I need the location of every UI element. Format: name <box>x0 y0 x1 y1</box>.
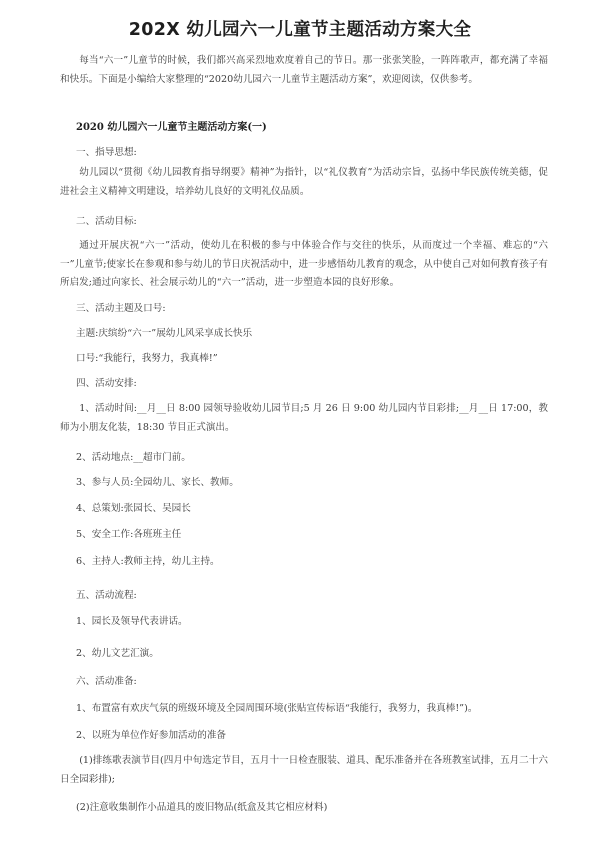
section-4-item-4: 4、总策划:张园长、吴园长 <box>76 503 191 514</box>
section-4-heading: 四、活动安排: <box>76 378 137 389</box>
section-4-item-1: 1、活动时间:__月__日 8:00 园领导验收幼儿园节目;5 月 26 日 9:00 幼儿园内节目彩排;__月__日 17:00，教师为小朋友化装，18:30 节目正式演出。 <box>60 403 548 433</box>
section-6-sub-item-1: (1)排练歌表演节目(四月中旬选定节目，五月十一日检查服装、道具、配乐准备并在各班教室试排，五月二十六日全园彩排); <box>60 755 548 785</box>
section-6-item-1: 1、布置富有欢庆气氛的班级环境及全园周围环境(张贴宣传标语“我能行，我努力，我真棒!”)。 <box>76 703 478 714</box>
section-4-item-6: 6、主持人:教师主持，幼儿主持。 <box>76 556 220 567</box>
section-6-sub-item-2: (2)注意收集制作小品道具的废旧物品(纸盒及其它相应材料) <box>76 802 328 813</box>
section-2-heading: 二、活动目标: <box>76 216 137 227</box>
section-3-slogan: 口号:“我能行，我努力，我真棒!” <box>76 353 218 364</box>
intro-paragraph: 每当“六一”儿童节的时候，我们都兴高采烈地欢度着自己的节日。那一张张笑脸，一阵阵歌声，都充满了幸福和快乐。下面是小编给大家整理的“2020幼儿园六一儿童节主题活动方案”，欢迎阅读，仅供参考。 <box>60 55 548 85</box>
section-1-body: 幼儿园以“贯彻《幼儿园教育指导纲要》精神”为指针，以“礼仪教育”为活动宗旨，弘扬中华民族传统美德，促进社会主义精神文明建设，培养幼儿良好的文明礼仪品质。 <box>60 167 548 197</box>
section-2-body: 通过开展庆祝“六一”活动，使幼儿在积极的参与中体验合作与交往的快乐，从而度过一个幸福、难忘的“六一”儿童节;使家长在参观和参与幼儿的节日庆祝活动中，进一步感悟幼儿教育的观念，从中使自己对如何教育孩子有所启发;通过向家长、社会展示幼儿的“六一”活动，进一步塑造本园的良好形象。 <box>60 240 548 288</box>
section-4-item-3: 3、参与人员:全园幼儿、家长、教师。 <box>76 477 239 488</box>
section-4-item-2: 2、活动地点:__超市门前。 <box>76 452 191 463</box>
section-1-heading: 一、指导思想: <box>76 147 137 158</box>
section-5-item-1: 1、园长及领导代表讲话。 <box>76 616 188 627</box>
section-4-item-5: 5、安全工作:各班班主任 <box>76 529 182 540</box>
section-3-theme: 主题:庆缤纷“六一”展幼儿风采享成长快乐 <box>76 328 253 339</box>
plan-subtitle: 2020 幼儿园六一儿童节主题活动方案(一) <box>76 122 267 133</box>
section-6-item-2: 2、以班为单位作好参加活动的准备 <box>76 730 227 741</box>
section-5-item-2: 2、幼儿文艺汇演。 <box>76 648 159 659</box>
section-6-heading: 六、活动准备: <box>76 676 137 687</box>
document-title: 202X 幼儿园六一儿童节主题活动方案大全 <box>128 20 472 40</box>
section-5-heading: 五、活动流程: <box>76 590 137 601</box>
section-3-heading: 三、活动主题及口号: <box>76 303 166 314</box>
